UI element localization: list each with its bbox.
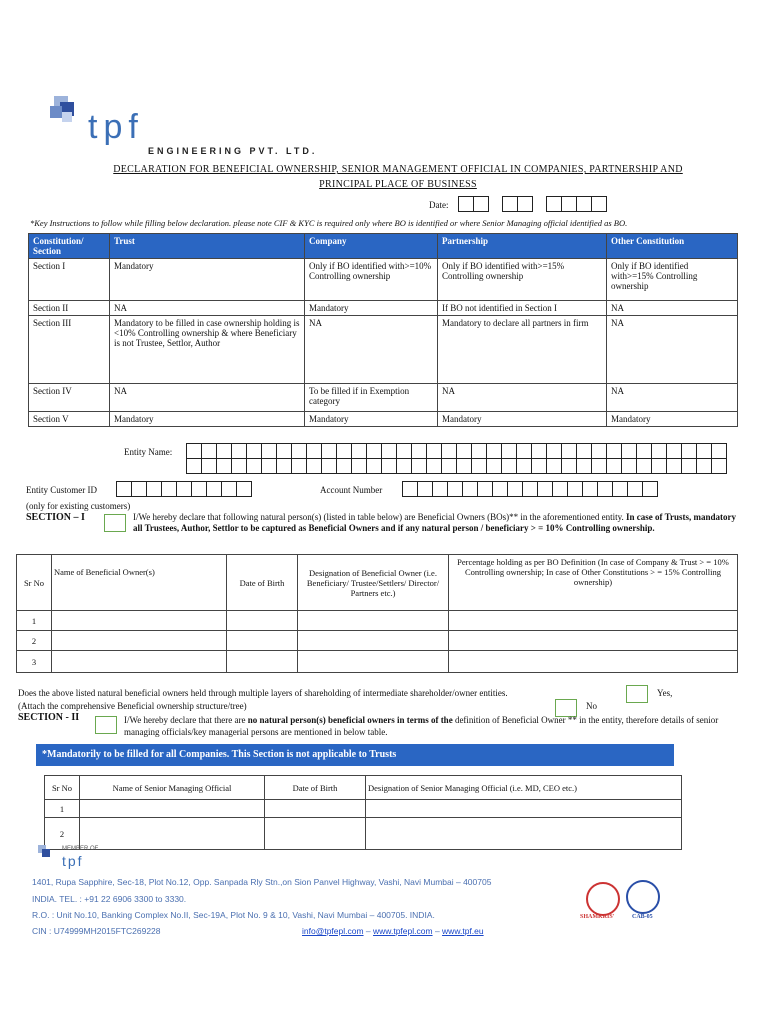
table-cell: NA bbox=[607, 301, 738, 316]
row-number: 2 bbox=[17, 631, 52, 651]
character-box[interactable] bbox=[426, 443, 442, 459]
character-box[interactable] bbox=[606, 443, 622, 459]
member-of-label: MEMBER OF bbox=[62, 846, 99, 852]
character-box[interactable] bbox=[261, 443, 277, 459]
character-box[interactable] bbox=[597, 481, 613, 497]
character-box[interactable] bbox=[276, 443, 292, 459]
character-box[interactable] bbox=[561, 443, 577, 459]
character-box[interactable] bbox=[462, 481, 478, 497]
character-box[interactable] bbox=[507, 481, 523, 497]
entity-name-label: Entity Name: bbox=[124, 447, 173, 457]
table-header-row bbox=[29, 234, 738, 259]
table-cell: If BO not identified in Section I bbox=[438, 301, 607, 316]
table-cell: Mandatory bbox=[305, 301, 438, 316]
character-box[interactable] bbox=[366, 443, 382, 459]
character-box[interactable] bbox=[522, 481, 538, 497]
table-cell: Section III bbox=[29, 316, 110, 384]
character-box[interactable] bbox=[681, 443, 697, 459]
link-separator: – bbox=[365, 926, 371, 936]
footer-registered-office: R.O. : Unit No.10, Banking Complex No.II, Sec-19A, Plot No. 9 & 10, Vashi, Navi Mumbai – 400705. INDIA. bbox=[32, 910, 435, 920]
table-header-row bbox=[45, 776, 682, 800]
character-box[interactable] bbox=[417, 481, 433, 497]
character-box[interactable] bbox=[396, 443, 412, 459]
character-box[interactable] bbox=[231, 443, 247, 459]
character-box[interactable] bbox=[321, 443, 337, 459]
section-1-bold-text: In case of Trusts, mandatory all Trustees, Author, Settlor to be captured as Beneficial Owners and if any natural person / beneficiary > = 10% Controlling ownership. bbox=[133, 512, 736, 533]
character-box[interactable] bbox=[591, 458, 607, 474]
table-row bbox=[29, 316, 738, 384]
column-header: Partnership bbox=[438, 234, 607, 259]
character-box[interactable] bbox=[291, 458, 307, 474]
character-box[interactable] bbox=[531, 458, 547, 474]
date-field[interactable] bbox=[458, 196, 606, 212]
character-box[interactable] bbox=[531, 443, 547, 459]
character-box[interactable] bbox=[576, 443, 592, 459]
character-box[interactable] bbox=[216, 443, 232, 459]
brand-logo-text: tpf bbox=[88, 108, 144, 146]
table-row[interactable] bbox=[17, 611, 738, 631]
character-box[interactable] bbox=[612, 481, 628, 497]
table-cell: Only if BO identified with>=15% Controlling ownership bbox=[607, 259, 738, 301]
character-box[interactable] bbox=[336, 443, 352, 459]
character-box[interactable] bbox=[477, 481, 493, 497]
column-header: Other Constitution bbox=[607, 234, 738, 259]
character-box[interactable] bbox=[441, 443, 457, 459]
table-cell: Mandatory bbox=[305, 412, 438, 427]
character-box[interactable] bbox=[201, 458, 217, 474]
character-box[interactable] bbox=[546, 443, 562, 459]
company-subtitle: ENGINEERING PVT. LTD. bbox=[148, 146, 318, 156]
section-1-label: SECTION – I bbox=[26, 512, 85, 523]
column-header: Company bbox=[305, 234, 438, 259]
column-header: Sr No bbox=[45, 776, 80, 800]
column-header: Name of Beneficial Owner(s) bbox=[52, 555, 227, 611]
column-header: Constitution/ Section bbox=[29, 234, 110, 259]
footer-cin: CIN : U74999MH2015FTC269228 bbox=[32, 926, 161, 936]
character-box[interactable] bbox=[696, 458, 712, 474]
character-box[interactable] bbox=[396, 458, 412, 474]
character-box[interactable] bbox=[501, 458, 517, 474]
character-box[interactable] bbox=[351, 443, 367, 459]
key-instructions: *Key Instructions to follow while filling below declaration. please note CIF & KYC is required only where BO is identified or where Senior Managing official identified as BO. bbox=[30, 218, 628, 228]
character-box[interactable] bbox=[576, 458, 592, 474]
entity-customer-id-field[interactable] bbox=[116, 481, 251, 497]
layers-yes-checkbox[interactable] bbox=[626, 685, 648, 703]
character-box[interactable] bbox=[216, 458, 232, 474]
table-cell: Only if BO identified with>=15% Controlling ownership bbox=[438, 259, 607, 301]
table-cell: Mandatory bbox=[438, 412, 607, 427]
date-label: Date: bbox=[429, 200, 449, 210]
senior-official-table bbox=[44, 775, 682, 850]
character-box[interactable] bbox=[447, 481, 463, 497]
character-box[interactable] bbox=[537, 481, 553, 497]
character-box[interactable] bbox=[426, 458, 442, 474]
character-box[interactable] bbox=[636, 443, 652, 459]
character-box[interactable] bbox=[516, 458, 532, 474]
table-row[interactable] bbox=[45, 800, 682, 818]
character-box[interactable] bbox=[666, 443, 682, 459]
character-box[interactable] bbox=[567, 481, 583, 497]
table-cell: NA bbox=[305, 316, 438, 384]
character-box[interactable] bbox=[651, 443, 667, 459]
row-number: 3 bbox=[17, 651, 52, 673]
column-header: Date of Birth bbox=[265, 776, 366, 800]
table-row bbox=[29, 301, 738, 316]
certification-label: SHAMKRIS' bbox=[580, 914, 615, 920]
entity-customer-id-label: Entity Customer ID bbox=[26, 485, 97, 495]
section-2-text-b: definition of Beneficial Owner ** in the entity, therefore details of senior managing officials/key managerial persons are mentioned in below table. bbox=[124, 715, 719, 737]
email-link[interactable]: info@tpfepl.com bbox=[302, 926, 364, 936]
character-box[interactable] bbox=[276, 458, 292, 474]
table-cell: NA bbox=[110, 384, 305, 412]
table-cell: Section V bbox=[29, 412, 110, 427]
table-cell: Mandatory bbox=[110, 259, 305, 301]
table-row[interactable] bbox=[17, 651, 738, 673]
account-number-field[interactable] bbox=[402, 481, 657, 497]
character-box[interactable] bbox=[402, 481, 418, 497]
section-1-declaration bbox=[133, 512, 738, 534]
table-cell: Section I bbox=[29, 259, 110, 301]
row-number: 1 bbox=[17, 611, 52, 631]
character-box[interactable] bbox=[321, 458, 337, 474]
character-box[interactable] bbox=[366, 458, 382, 474]
character-box[interactable] bbox=[191, 481, 207, 497]
character-box[interactable] bbox=[146, 481, 162, 497]
character-box[interactable] bbox=[176, 481, 192, 497]
section-2-banner: *Mandatorily to be filled for all Companies. This Section is not applicable to Trusts bbox=[36, 744, 674, 766]
table-cell: Section IV bbox=[29, 384, 110, 412]
character-box[interactable] bbox=[471, 443, 487, 459]
column-header: Sr No bbox=[17, 555, 52, 611]
table-row[interactable] bbox=[17, 631, 738, 651]
logo-icon bbox=[44, 90, 84, 130]
layers-question: Does the above listed natural beneficial owners held through multiple layers of shareholding of intermediate shareholder/owner entities. bbox=[18, 688, 508, 698]
entity-name-field-row2[interactable] bbox=[186, 458, 726, 474]
character-box[interactable] bbox=[696, 443, 712, 459]
character-box[interactable] bbox=[116, 481, 132, 497]
row-number: 2 bbox=[45, 818, 80, 850]
character-box[interactable] bbox=[432, 481, 448, 497]
character-box[interactable] bbox=[441, 458, 457, 474]
footer-address: 1401, Rupa Sapphire, Sec-18, Plot No.12, Opp. Sanpada Rly Stn.,on Sion Panvel Highway, Vashi, Navi Mumbai – 400705 bbox=[32, 877, 492, 887]
character-box[interactable] bbox=[456, 443, 472, 459]
row-number: 1 bbox=[45, 800, 80, 818]
character-box[interactable] bbox=[561, 458, 577, 474]
footer-links bbox=[302, 926, 484, 936]
table-cell: To be filled if in Exemption category bbox=[305, 384, 438, 412]
character-box[interactable] bbox=[627, 481, 643, 497]
character-box[interactable] bbox=[186, 458, 202, 474]
character-box[interactable] bbox=[666, 458, 682, 474]
table-cell: NA bbox=[607, 316, 738, 384]
character-box[interactable] bbox=[492, 481, 508, 497]
character-box[interactable] bbox=[381, 458, 397, 474]
layers-yes-label: Yes, bbox=[657, 688, 673, 698]
character-box[interactable] bbox=[336, 458, 352, 474]
character-box[interactable] bbox=[681, 458, 697, 474]
column-header: Name of Senior Managing Official bbox=[80, 776, 265, 800]
existing-customers-note: (only for existing customers) bbox=[26, 501, 131, 511]
accreditation-label: CAB-05 bbox=[632, 914, 653, 920]
section-2-declaration bbox=[124, 714, 738, 738]
form-title-line2: PRINCIPAL PLACE OF BUSINESS bbox=[319, 179, 477, 190]
table-cell: NA bbox=[607, 384, 738, 412]
link-separator: – bbox=[434, 926, 440, 936]
character-box[interactable] bbox=[231, 458, 247, 474]
character-box[interactable] bbox=[411, 443, 427, 459]
constitution-table bbox=[28, 233, 738, 427]
table-header-row bbox=[17, 555, 738, 611]
character-box[interactable] bbox=[306, 443, 322, 459]
column-header: Date of Birth bbox=[227, 555, 298, 611]
character-box[interactable] bbox=[642, 481, 658, 497]
table-cell: Mandatory to declare all partners in firm bbox=[438, 316, 607, 384]
character-box[interactable] bbox=[711, 443, 727, 459]
character-box[interactable] bbox=[201, 443, 217, 459]
character-box[interactable] bbox=[351, 458, 367, 474]
character-box[interactable] bbox=[261, 458, 277, 474]
layers-attach-note: (Attach the comprehensive Beneficial ownership structure/tree) bbox=[18, 701, 247, 711]
layers-no-label: No bbox=[586, 701, 597, 711]
character-box[interactable] bbox=[486, 443, 502, 459]
character-box[interactable] bbox=[486, 458, 502, 474]
character-box[interactable] bbox=[501, 443, 517, 459]
character-box[interactable] bbox=[186, 443, 202, 459]
character-box[interactable] bbox=[606, 458, 622, 474]
table-cell: Only if BO identified with>=10% Controlling ownership bbox=[305, 259, 438, 301]
table-cell: NA bbox=[438, 384, 607, 412]
character-box[interactable] bbox=[516, 443, 532, 459]
table-row bbox=[29, 384, 738, 412]
character-box[interactable] bbox=[546, 458, 562, 474]
character-box[interactable] bbox=[246, 458, 262, 474]
table-cell: NA bbox=[110, 301, 305, 316]
character-box[interactable] bbox=[591, 443, 607, 459]
character-box[interactable] bbox=[291, 443, 307, 459]
character-box[interactable] bbox=[456, 458, 472, 474]
character-box[interactable] bbox=[552, 481, 568, 497]
character-box[interactable] bbox=[161, 481, 177, 497]
entity-name-field-row1[interactable] bbox=[186, 443, 726, 459]
website-link[interactable]: www.tpfepl.com bbox=[373, 926, 433, 936]
section-2-bold-text: no natural person(s) beneficial owners in terms of the bbox=[247, 715, 453, 725]
accreditation-seal-icon bbox=[626, 880, 660, 914]
table-cell: Section II bbox=[29, 301, 110, 316]
character-box[interactable] bbox=[711, 458, 727, 474]
table-cell: Mandatory to be filled in case ownership holding is <10% Controlling ownership & where Beneficiary is not Trustee, Settlor, Author bbox=[110, 316, 305, 384]
beneficial-owner-table bbox=[16, 554, 738, 673]
website-link-2[interactable]: www.tpf.eu bbox=[442, 926, 484, 936]
table-cell: Mandatory bbox=[607, 412, 738, 427]
character-box[interactable] bbox=[582, 481, 598, 497]
character-box[interactable] bbox=[246, 443, 262, 459]
character-box[interactable] bbox=[471, 458, 487, 474]
form-title-line1: DECLARATION FOR BENEFICIAL OWNERSHIP, SENIOR MANAGEMENT OFFICIAL IN COMPANIES, PARTNERSHIP AND bbox=[113, 164, 683, 175]
column-header: Trust bbox=[110, 234, 305, 259]
character-box[interactable] bbox=[621, 443, 637, 459]
character-box[interactable] bbox=[636, 458, 652, 474]
footer-phone: INDIA. TEL. : +91 22 6906 3300 to 3330. bbox=[32, 894, 187, 904]
table-row[interactable] bbox=[45, 818, 682, 850]
table-row bbox=[29, 259, 738, 301]
character-box[interactable] bbox=[381, 443, 397, 459]
section-1-checkbox[interactable] bbox=[104, 514, 126, 532]
account-number-label: Account Number bbox=[320, 485, 383, 495]
character-box[interactable] bbox=[221, 481, 237, 497]
section-1-text: I/We hereby declare that following natural person(s) (listed in table below) are Beneficial Owners (BOs)** in the aforementioned entity. bbox=[133, 512, 624, 522]
character-box[interactable] bbox=[236, 481, 252, 497]
character-box[interactable] bbox=[621, 458, 637, 474]
character-box[interactable] bbox=[651, 458, 667, 474]
section-2-checkbox[interactable] bbox=[95, 716, 117, 734]
table-row bbox=[29, 412, 738, 427]
certification-seal-icon bbox=[586, 882, 620, 916]
section-2-label: SECTION - II bbox=[18, 712, 80, 723]
column-header: Designation of Senior Managing Official (i.e. MD, CEO etc.) bbox=[366, 776, 682, 800]
character-box[interactable] bbox=[411, 458, 427, 474]
column-header: Designation of Beneficial Owner (i.e. Beneficiary/ Trustee/Settlers/ Director/ Partners etc.) bbox=[298, 555, 449, 611]
column-header: Percentage holding as per BO Definition (In case of Company & Trust > = 10% Controlling ownership; In case of Other Constitutions > = 15% Controlling ownership) bbox=[449, 555, 738, 611]
section-2-text-a: I/We hereby declare that there are bbox=[124, 715, 246, 725]
member-logo-icon bbox=[34, 842, 56, 862]
character-box[interactable] bbox=[206, 481, 222, 497]
character-box[interactable] bbox=[306, 458, 322, 474]
character-box[interactable] bbox=[131, 481, 147, 497]
member-brand: tpf bbox=[62, 853, 84, 869]
table-cell: Mandatory bbox=[110, 412, 305, 427]
